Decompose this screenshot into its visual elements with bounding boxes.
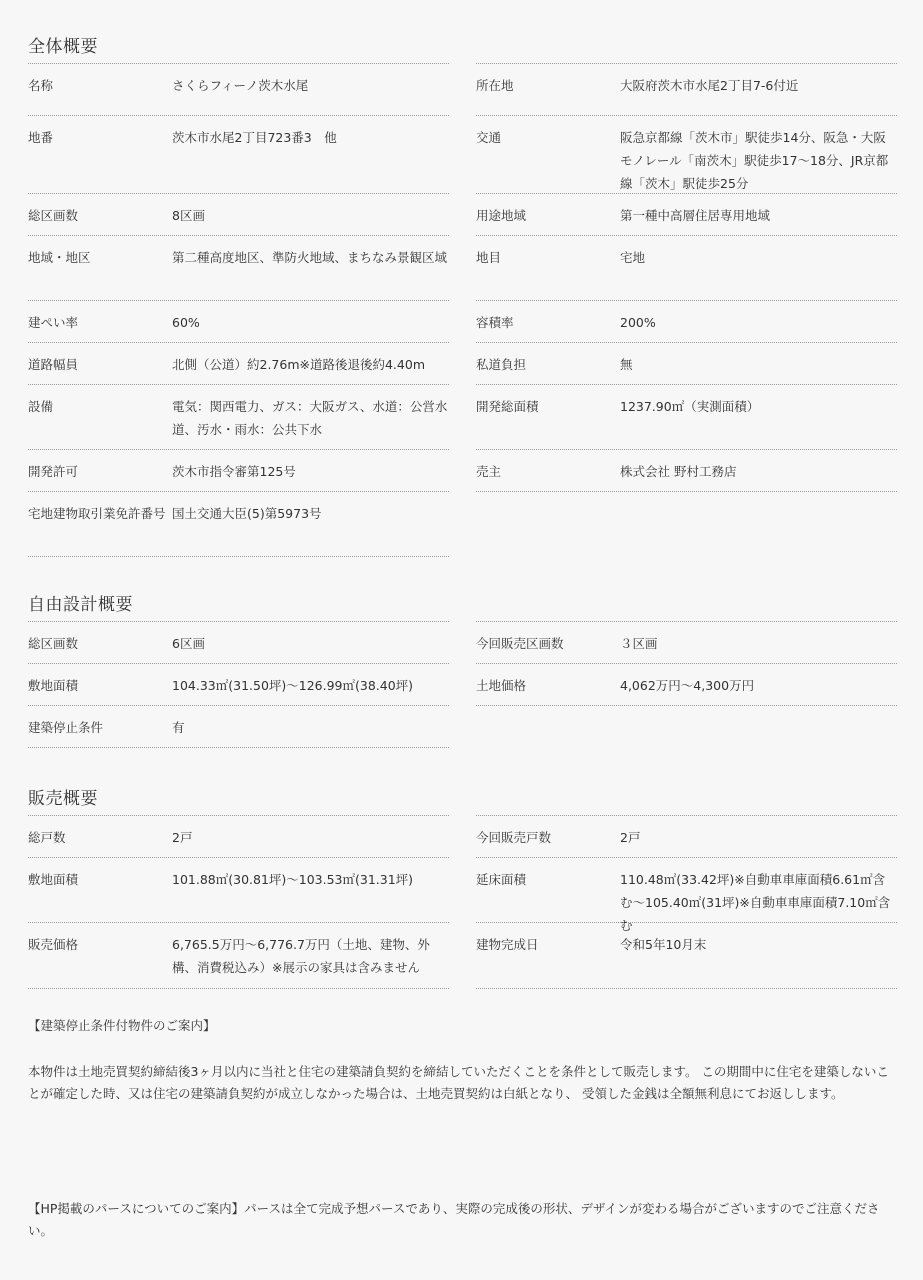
spec-row [476,622,897,664]
free-design-left-column [28,621,449,748]
spec-label: 宅地建物取引業免許番号 [28,506,166,521]
spec-row [28,236,449,301]
spec-row [28,64,449,116]
free-design-right-column [476,621,897,748]
spec-value: 60% [172,315,200,330]
spec-label: 売主 [476,464,502,479]
spec-row [476,236,897,301]
spec-row [28,622,449,664]
spec-label: 建物完成日 [476,937,539,952]
spec-row [476,858,897,933]
spec-label: 開発総面積 [476,399,539,414]
spec-label: 私道負担 [476,357,527,372]
section-title-sales: 販売概要 [28,789,98,809]
spec-row [28,450,449,492]
spec-label: 容積率 [476,315,514,330]
spec-row [28,706,449,748]
spec-label: 交通 [476,130,502,145]
spec-label: 延床面積 [476,872,527,887]
spec-row [476,343,897,385]
spec-row [476,194,897,236]
spec-value: 104.33㎡(31.50坪)〜126.99㎡(38.40坪) [172,678,414,693]
spec-row [28,116,449,194]
spec-label: 販売価格 [28,937,79,952]
spec-label: 総区画数 [28,208,79,223]
spec-value: さくらフィーノ茨木水尾 [172,78,309,93]
spec-value: 大阪府茨木市水尾2丁目7-6付近 [620,78,799,93]
spec-row [28,923,449,989]
spec-value: 2戸 [172,830,193,845]
spec-value: 有 [172,720,185,735]
spec-row [476,64,897,116]
spec-value: 2戸 [620,830,641,845]
spec-row [28,492,449,557]
notes-heading: 【建築停止条件付物件のご案内】 [28,1018,216,1033]
spec-label: 建ぺい率 [28,315,79,330]
overview-table [28,63,897,557]
spec-row [476,385,897,450]
spec-value: 200% [620,315,656,330]
spec-label: 土地価格 [476,678,527,693]
spec-label: 総区画数 [28,636,79,651]
spec-value: 110.48㎡(33.42坪)※自動車車庫面積6.61㎡含む〜105.40㎡(31坪)※自動車車庫面積7.10㎡含む [620,872,891,933]
sales-left-column [28,815,449,989]
spec-label: 用途地域 [476,208,527,223]
spec-row [476,664,897,706]
spec-value: 茨木市水尾2丁目723番3 他 [172,130,337,145]
spec-value: 6,765.5万円〜6,776.7万円（土地、建物、外構、消費税込み）※展示の家具は含みません [172,937,430,975]
notes-body: 本物件は土地売買契約締結後3ヶ月以内に当社と住宅の建築請負契約を締結していただくことを条件として販売します。 この期間中に住宅を建築しないことが確定した時、又は住宅の建築請負契約が成立しなかった場合は、土地売買契約は白紙となり、 受領した金銭は全額無利息にてお返しします。 [28,1064,889,1101]
spec-value: 1237.90㎡（実測面積） [620,399,760,414]
spec-value: 8区画 [172,208,205,223]
spec-row [476,816,897,858]
spec-value: 4,062万円〜4,300万円 [620,678,755,693]
spec-value: 第一種中高層住居専用地域 [620,208,771,223]
spec-row [476,301,897,343]
spec-label: 敷地面積 [28,872,79,887]
spec-label: 地目 [476,250,502,265]
spec-label: 地番 [28,130,54,145]
spec-label: 今回販売戸数 [476,830,552,845]
spec-label: 地域・地区 [28,250,91,265]
section-title-overview: 全体概要 [28,37,98,57]
spec-row [476,923,897,989]
spec-value: 株式会社 野村工務店 [620,464,737,479]
perse-notice: 【HP掲載のパースについてのご案内】パースは全て完成予想パースであり、実際の完成後の形状、デザインが変わる場合がございますのでご注意ください。 [28,1201,880,1238]
spec-row [476,116,897,194]
overview-right-column [476,63,897,557]
spec-value: 無 [620,357,633,372]
spec-value: 宅地 [620,250,646,265]
spec-row [28,343,449,385]
spec-label: 名称 [28,78,54,93]
overview-left-column [28,63,449,557]
section-title-free-design: 自由設計概要 [28,595,133,615]
spec-label: 所在地 [476,78,514,93]
spec-label: 今回販売区画数 [476,636,564,651]
spec-value: 電気：関西電力、ガス：大阪ガス、水道：公営水道、汚水・雨水：公共下水 [172,399,448,437]
spec-value: 6区画 [172,636,205,651]
spec-value: 第二種高度地区、準防火地域、まちなみ景観区域 [172,250,448,265]
spec-row [28,301,449,343]
spec-value: 令和5年10月末 [620,937,707,952]
spec-value: ３区画 [620,636,658,651]
spec-row [28,194,449,236]
spec-label: 道路幅員 [28,357,79,372]
spec-value: 阪急京都線「茨木市」駅徒歩14分、阪急・大阪モノレール「南茨木」駅徒歩17〜18分、JR京都線「茨木」駅徒歩25分 [620,130,889,191]
spec-row [28,385,449,450]
spec-label: 設備 [28,399,54,414]
spec-value: 北側（公道）約2.76m※道路後退後約4.40m [172,357,425,372]
free-design-table [28,621,897,748]
spec-label: 敷地面積 [28,678,79,693]
spec-label: 総戸数 [28,830,66,845]
spec-label: 開発許可 [28,464,79,479]
spec-row [28,816,449,858]
spec-row [28,858,449,923]
sales-right-column [476,815,897,989]
spec-row [28,664,449,706]
spec-row [476,450,897,492]
spec-value: 国土交通大臣(5)第5973号 [172,506,322,521]
sales-table [28,815,897,989]
spec-label: 建築停止条件 [28,720,104,735]
spec-value: 101.88㎡(30.81坪)〜103.53㎡(31.31坪) [172,872,414,887]
spec-value: 茨木市指令審第125号 [172,464,296,479]
